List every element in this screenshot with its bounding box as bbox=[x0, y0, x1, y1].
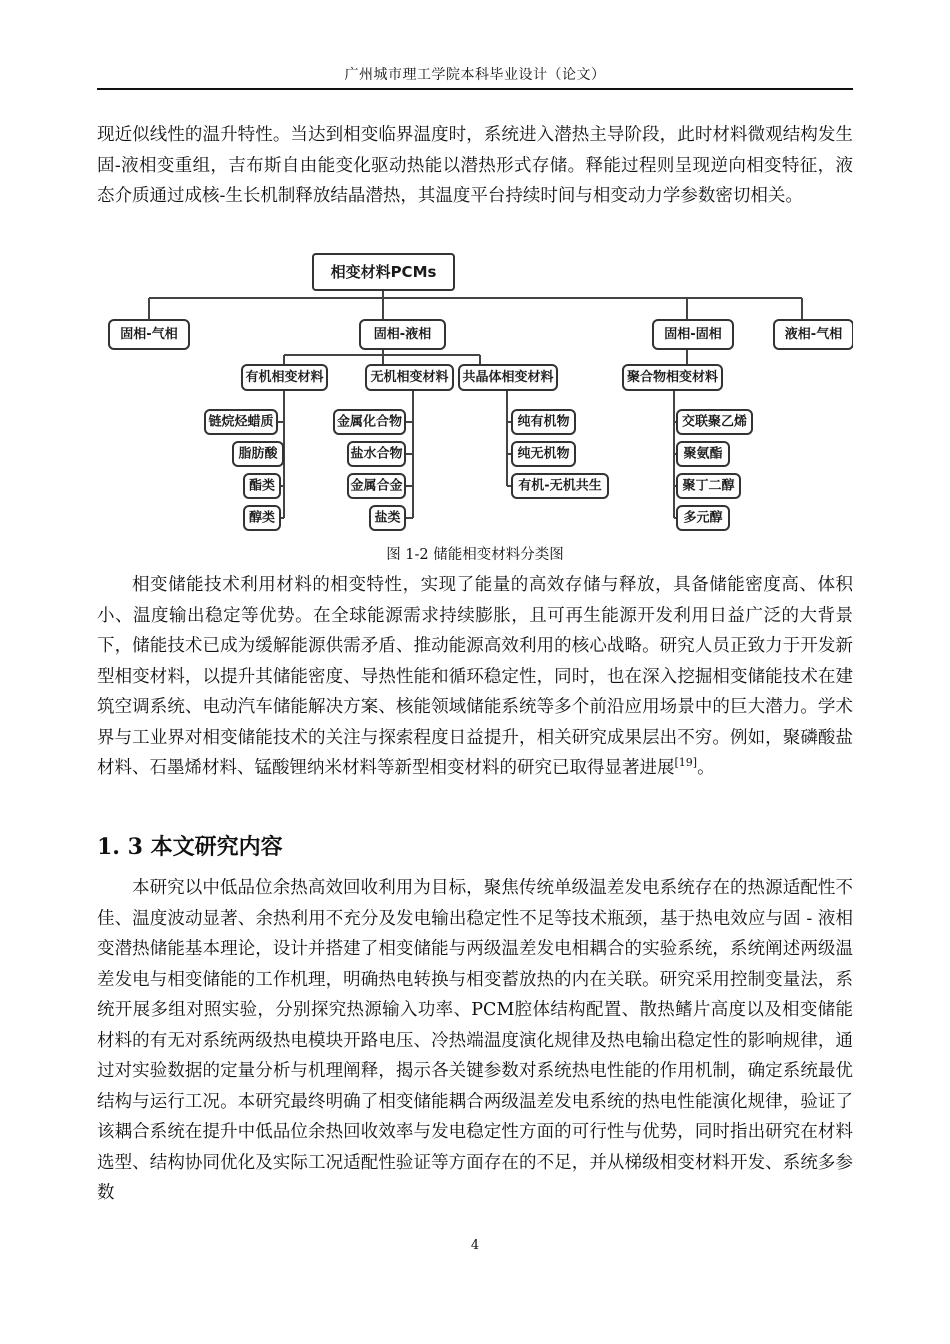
diagram-node-polymer: 聚合物相变材料 bbox=[626, 370, 719, 385]
diagram-leaf-metal-compounds: 金属化合物 bbox=[336, 414, 403, 430]
paragraph-2-end: 。 bbox=[697, 758, 715, 778]
pcm-classification-diagram bbox=[97, 250, 853, 534]
diagram-node-solid-solid: 固相-固相 bbox=[664, 327, 722, 342]
diagram-node-solid-liquid: 固相-液相 bbox=[373, 327, 432, 342]
paragraph-2 bbox=[97, 570, 853, 784]
diagram-leaf-metal-alloys: 金属合金 bbox=[350, 478, 403, 494]
diagram-leaf-salt-hydrates: 盐水合物 bbox=[350, 446, 403, 462]
diagram-root-label: 相变材料PCMs bbox=[330, 263, 437, 281]
diagram-leaf-salts: 盐类 bbox=[374, 510, 401, 526]
diagram-leaf-organic-inorganic: 有机-无机共生 bbox=[518, 478, 602, 494]
diagram-node-inorganic: 无机相变材料 bbox=[370, 370, 449, 385]
figure-caption: 图 1-2 储能相变材料分类图 bbox=[386, 547, 564, 563]
diagram-node-liquid-gas: 液相-气相 bbox=[784, 327, 843, 342]
diagram-leaf-alcohols: 醇类 bbox=[248, 510, 276, 526]
diagram-leaf-paraffin: 链烷烃蜡质 bbox=[208, 414, 274, 430]
diagram-leaf-polybutanediol: 聚丁二醇 bbox=[682, 478, 735, 494]
diagram-leaf-pure-organic: 纯有机物 bbox=[517, 414, 570, 430]
diagram-leaf-fatty-acid: 脂肪酸 bbox=[238, 446, 278, 462]
diagram-leaf-pure-inorganic: 纯无机物 bbox=[517, 446, 570, 462]
diagram-leaf-esters: 酯类 bbox=[248, 478, 276, 494]
header-rule bbox=[97, 88, 853, 90]
paragraph-1: 现近似线性的温升特性。当达到相变临界温度时，系统进入潜热主导阶段，此时材料微观结构发生固-液相变重组，吉布斯自由能变化驱动热能以潜热形式存储。释能过程则呈现逆向相变特征，液态介质通过成核-生长机制释放结晶潜热，其温度平台持续时间与相变动力学参数密切相关。 bbox=[97, 125, 853, 206]
diagram-leaf-xlpe: 交联聚乙烯 bbox=[681, 414, 748, 430]
diagram-node-eutectic: 共晶体相变材料 bbox=[462, 370, 554, 385]
diagram-node-organic: 有机相变材料 bbox=[245, 370, 324, 385]
citation-19[interactable]: [19] bbox=[674, 756, 698, 770]
paragraph-2-text: 相变储能技术利用材料的相变特性，实现了能量的高效存储与释放，具备储能密度高、体积小、温度输出稳定等优势。在全球能源需求持续膨胀，且可再生能源开发利用日益广泛的大背景下，储能技术已成为缓解能源供需矛盾、推动能源高效利用的核心战略。研究人员正致力于开发新型相变材料，以提升其储能密度、导热性能和循环稳定性，同时，也在深入挖掘相变储能技术在建筑空调系统、电动汽车储能解决方案、核能领域储能系统等多个前沿应用场景中的巨大潜力。学术界与工业界对相变储能技术的关注与探索程度日益提升，相关研究成果层出不穷。例如，聚磷酸盐材料、石墨烯材料、锰酸锂纳米材料等新型相变材料的研究已取得显著进展 bbox=[97, 575, 853, 778]
running-header: 广州城市理工学院本科毕业设计（论文） bbox=[344, 67, 606, 83]
paragraph-3: 本研究以中低品位余热高效回收利用为目标，聚焦传统单级温差发电系统存在的热源适配性不佳、温度波动显著、余热利用不充分及发电输出稳定性不足等技术瓶颈，基于热电效应与固 - 液相变潜热储能基本理论，设计并搭建了相变储能与两级温差发电相耦合的实验系统，系统阐述两级温差发电与相变储能的工作机理，明确热电转换与相变蓄放热的内在关联。研究采用控制变量法，系统开展多组对照实验，分别探究热源输入功率、PCM腔体结构配置、散热鳍片高度以及相变储能材料的有无对系统两级热电模块开路电压、冷热端温度演化规律及热电输出稳定性的影响规律，通过对实验数据的定量分析与机理阐释，揭示各关键参数对系统热电性能的作用机制，确定系统最优结构与运行工况。本研究最终明确了相变储能耦合两级温差发电系统的热电性能演化规律，验证了该耦合系统在提升中低品位余热回收效率与发电稳定性方面的可行性与优势，同时指出研究在材料选型、结构协同优化及实际工况适配性验证等方面存在的不足，并从梯级相变材料开发、系统多参数 bbox=[97, 878, 853, 1203]
diagram-node-solid-gas: 固相-气相 bbox=[120, 327, 178, 342]
diagram-leaf-polyols: 多元醇 bbox=[683, 510, 723, 526]
section-heading: 1. 3 本文研究内容 bbox=[97, 834, 283, 860]
page-number: 4 bbox=[470, 1238, 480, 1253]
diagram-leaf-polyurethane: 聚氨酯 bbox=[683, 446, 723, 462]
